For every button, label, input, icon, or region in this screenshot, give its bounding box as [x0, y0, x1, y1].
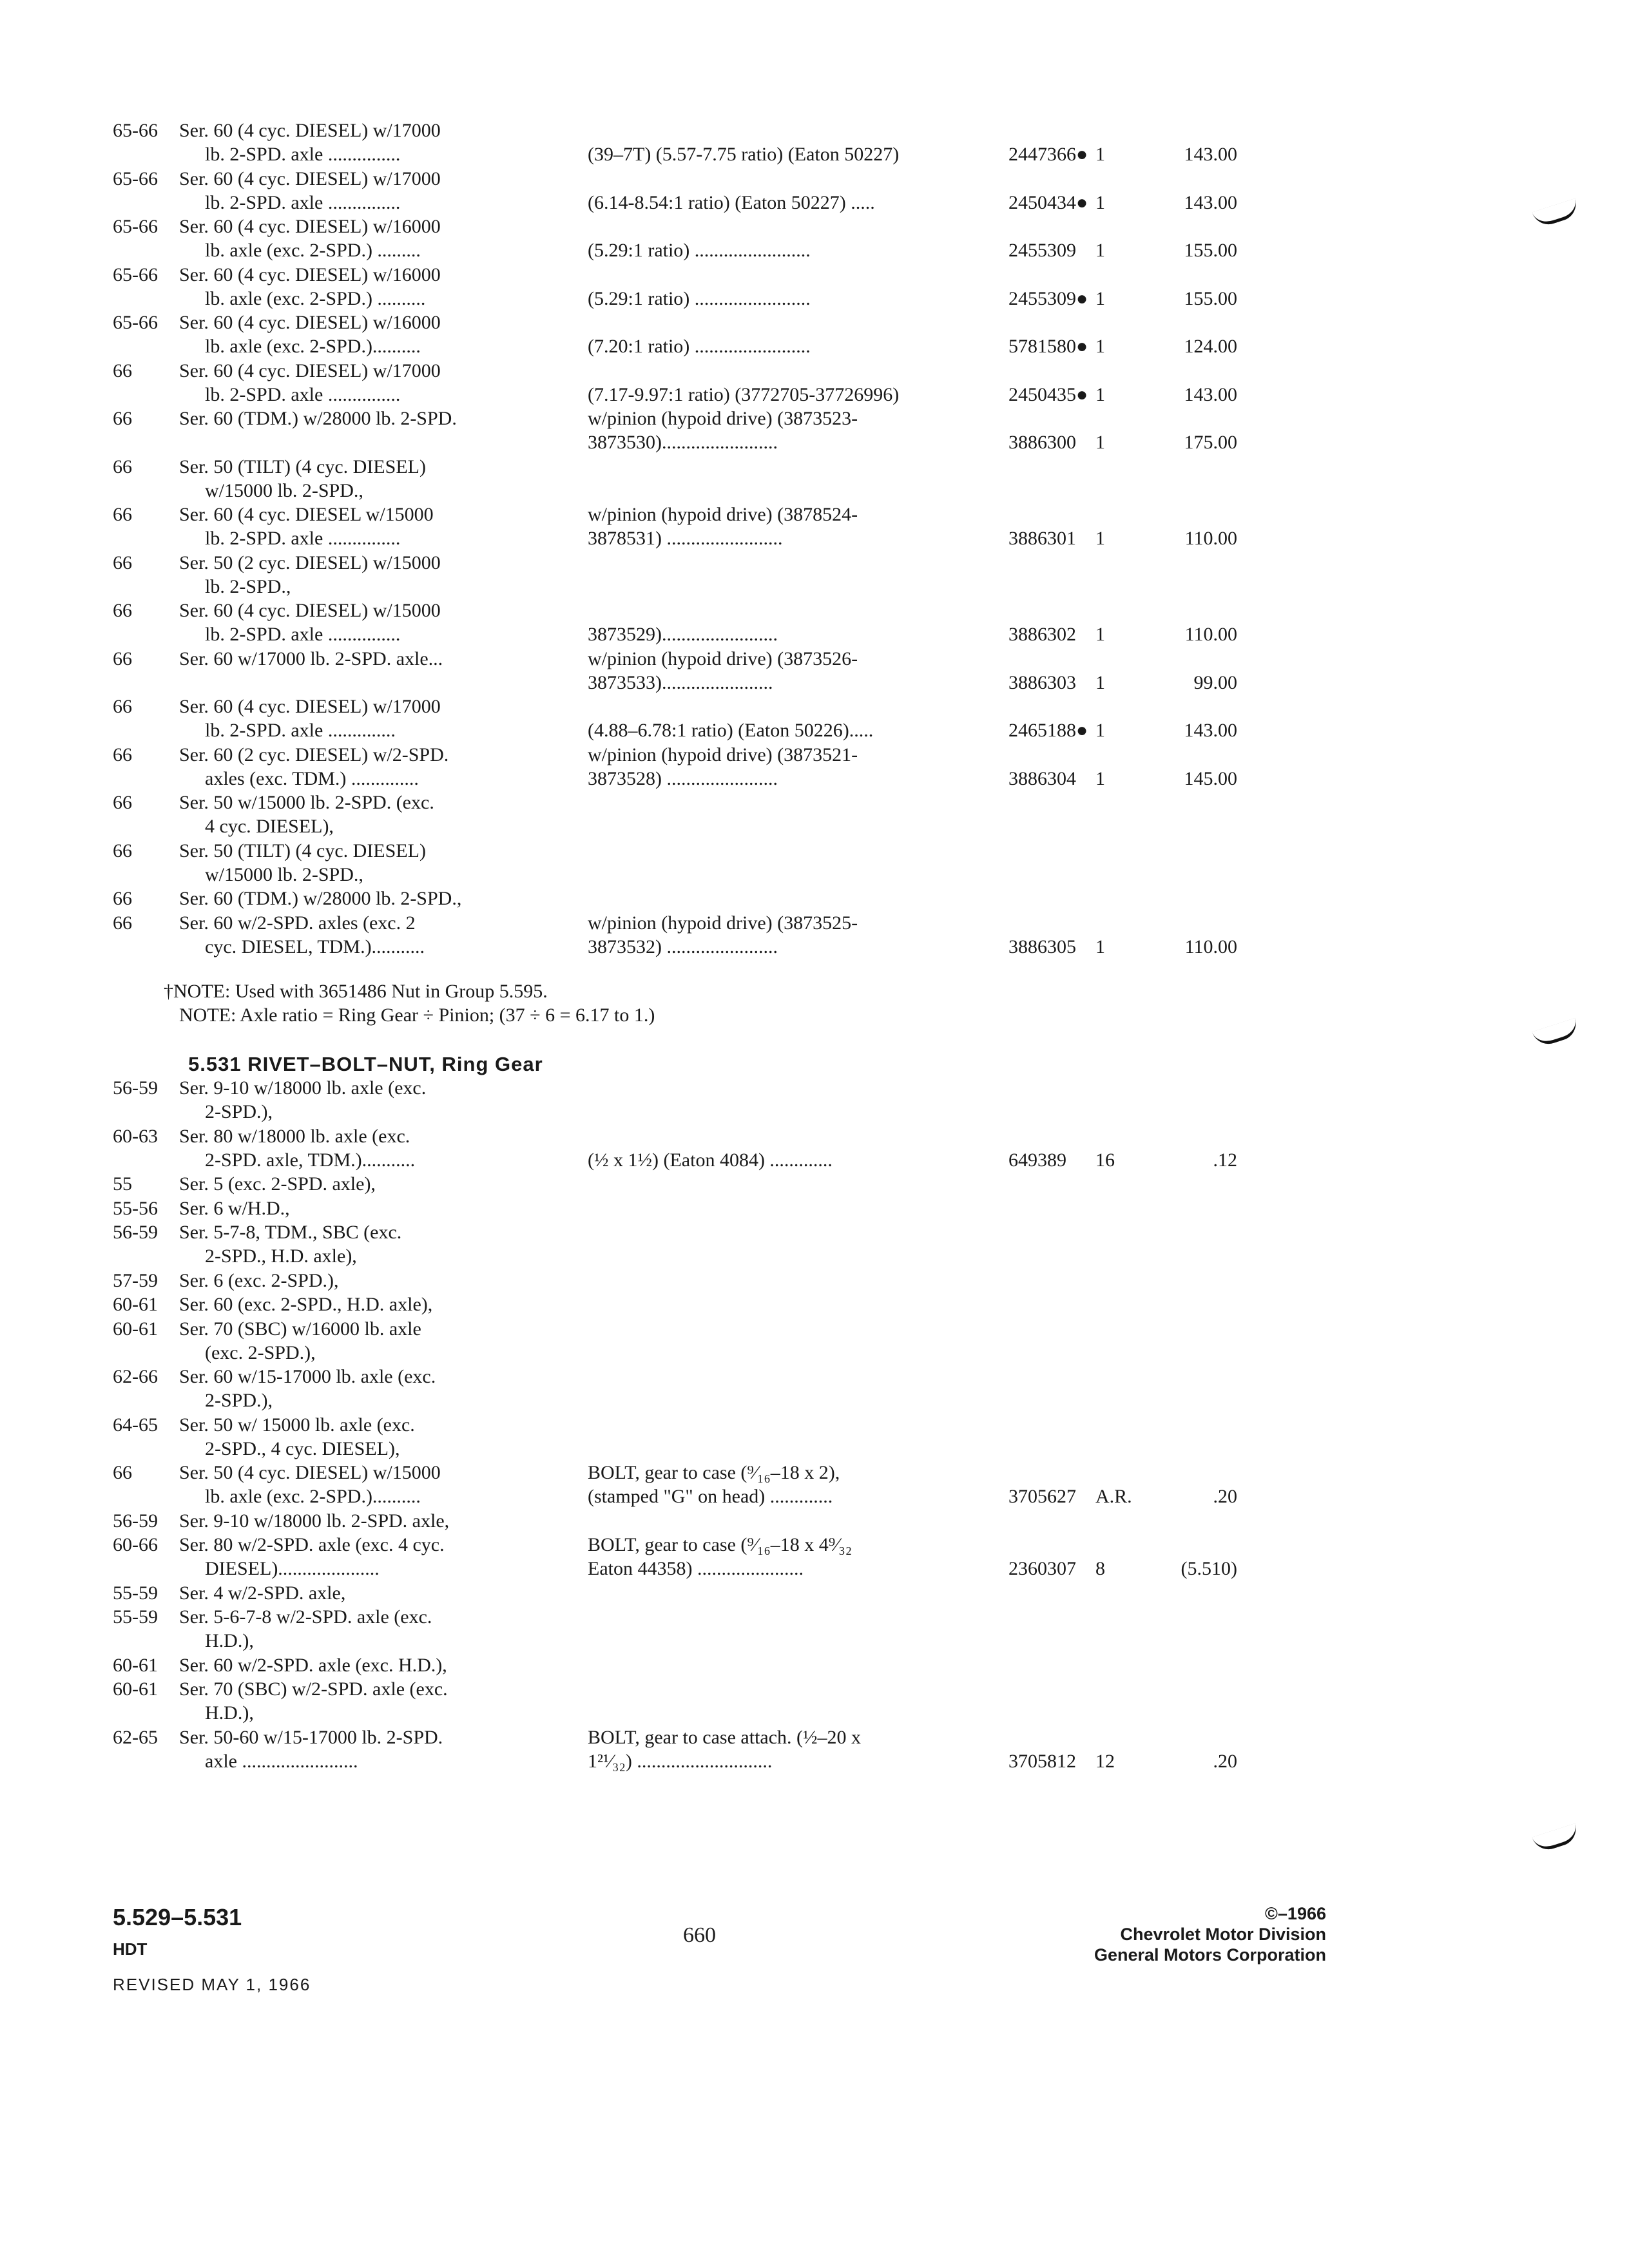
part-number: 3886303 [1008, 671, 1076, 693]
model-years: 65-66 [113, 264, 158, 285]
parts-entry [0, 312, 1629, 360]
model-years: 56-59 [113, 1510, 158, 1532]
list-price: 110.00 [1184, 936, 1237, 957]
model-years: 66 [113, 360, 132, 381]
application-text: Ser. 50 w/15000 lb. 2-SPD. (exc. [179, 792, 434, 813]
application-text: H.D.), [205, 1630, 254, 1651]
part-description: w/pinion (hypoid drive) (3873523- [588, 408, 858, 429]
parts-entry [0, 120, 1629, 168]
entry-line [0, 1606, 1629, 1630]
parts-entry [0, 1077, 1629, 1125]
entry-line [0, 1655, 1629, 1678]
application-text: Ser. 5 (exc. 2-SPD. axle), [179, 1173, 376, 1195]
model-years: 66 [113, 696, 132, 717]
part-description: Eaton 44358) ...................... [588, 1558, 804, 1579]
entry-line [0, 936, 1629, 960]
part-description: (6.14-8.54:1 ratio) (Eaton 50227) ..... [588, 191, 875, 213]
hole-punch-mark [1532, 1823, 1581, 1854]
parts-entry [0, 1606, 1629, 1654]
application-text: Ser. 60 (4 cyc. DIESEL) w/17000 [179, 168, 441, 189]
entry-line [0, 1126, 1629, 1149]
parts-entry [0, 1173, 1629, 1197]
model-years: 60-61 [113, 1654, 158, 1676]
entry-line [0, 144, 1629, 168]
part-number: 2450435● [1008, 383, 1088, 405]
entry-line [0, 792, 1629, 816]
entry-line [0, 576, 1629, 600]
entry-line [0, 1294, 1629, 1318]
list-price: 145.00 [1184, 767, 1237, 789]
part-description: (39–7T) (5.57-7.75 ratio) (Eaton 50227) [588, 144, 900, 165]
application-text: Ser. 6 w/H.D., [179, 1197, 290, 1219]
parts-entry [0, 1655, 1629, 1678]
part-number: 5781580● [1008, 336, 1088, 357]
parts-entry [0, 1366, 1629, 1414]
application-text: Ser. 60 (4 cyc. DIESEL) w/17000 [179, 120, 441, 141]
application-text: Ser. 60 (4 cyc. DIESEL) w/17000 [179, 360, 441, 381]
application-text: w/15000 lb. 2-SPD., [205, 863, 363, 885]
parts-entry [0, 1462, 1629, 1510]
entry-line [0, 1727, 1629, 1751]
model-years: 56-59 [113, 1077, 158, 1099]
parts-entry [0, 696, 1629, 744]
entry-line [0, 1342, 1629, 1366]
entry-line [0, 1222, 1629, 1245]
list-price: 143.00 [1184, 720, 1237, 741]
entry-line [0, 840, 1629, 864]
application-text: Ser. 6 (exc. 2-SPD.), [179, 1269, 339, 1291]
parts-entry [0, 1270, 1629, 1294]
part-description: (7.17-9.97:1 ratio) (3772705-37726996) [588, 383, 900, 405]
entry-line [0, 1149, 1629, 1173]
application-text: Ser. 60 (4 cyc. DIESEL) w/16000 [179, 312, 441, 333]
model-years: 66 [113, 840, 132, 861]
quantity: 1 [1095, 240, 1105, 261]
entry-line [0, 456, 1629, 480]
parts-entry [0, 888, 1629, 912]
application-text: DIESEL)..................... [205, 1558, 380, 1579]
application-text: axles (exc. TDM.) .............. [205, 767, 419, 789]
application-text: lb. axle (exc. 2-SPD.) .......... [205, 287, 426, 309]
quantity: 1 [1095, 336, 1105, 357]
model-years: 66 [113, 648, 132, 669]
application-text: Ser. 80 w/18000 lb. axle (exc. [179, 1125, 410, 1147]
model-years: 57-59 [113, 1269, 158, 1291]
list-price: 124.00 [1184, 336, 1237, 357]
parts-entry [0, 1678, 1629, 1726]
entry-line [0, 1414, 1629, 1438]
model-years: 62-66 [113, 1366, 158, 1387]
entry-line [0, 528, 1629, 552]
part-description: BOLT, gear to case attach. (½–20 x [588, 1726, 862, 1748]
entry-line [0, 480, 1629, 504]
entry-line [0, 888, 1629, 912]
entry-line [0, 1678, 1629, 1702]
application-text: lb. axle (exc. 2-SPD.).......... [205, 336, 421, 357]
model-years: 60-61 [113, 1294, 158, 1315]
application-text: H.D.), [205, 1702, 254, 1724]
parts-entry [0, 1126, 1629, 1173]
footer-division: Chevrolet Motor Division [1120, 1925, 1326, 1944]
application-text: Ser. 9-10 w/18000 lb. axle (exc. [179, 1077, 427, 1099]
entry-line [0, 1702, 1629, 1726]
list-price: 155.00 [1184, 287, 1237, 309]
entry-line [0, 624, 1629, 648]
list-price: .12 [1213, 1149, 1237, 1171]
application-text: Ser. 50 (TILT) (4 cyc. DIESEL) [179, 456, 426, 477]
model-years: 66 [113, 408, 132, 429]
model-years: 66 [113, 504, 132, 525]
entry-line [0, 240, 1629, 264]
part-number: 2447366● [1008, 144, 1088, 165]
entry-line [0, 120, 1629, 144]
part-description: (7.20:1 ratio) ........................ [588, 336, 811, 357]
entry-line [0, 1077, 1629, 1101]
application-text: 2-SPD. axle, TDM.)........... [205, 1149, 416, 1171]
application-text: Ser. 60 w/2-SPD. axle (exc. H.D.), [179, 1654, 447, 1676]
model-years: 66 [113, 888, 132, 909]
application-text: Ser. 60 (4 cyc. DIESEL) w/17000 [179, 696, 441, 717]
application-text: Ser. 60 (exc. 2-SPD., H.D. axle), [179, 1294, 433, 1315]
part-description: 3873533)....................... [588, 671, 773, 693]
application-text: 2-SPD., H.D. axle), [205, 1245, 357, 1267]
application-text: lb. axle (exc. 2-SPD.) ......... [205, 240, 421, 261]
part-description: w/pinion (hypoid drive) (3873526- [588, 648, 858, 669]
part-description: 3873529)........................ [588, 624, 778, 645]
list-price: .20 [1213, 1750, 1237, 1772]
parts-entry [0, 1510, 1629, 1534]
model-years: 66 [113, 744, 132, 765]
quantity: 1 [1095, 432, 1105, 453]
entry-line [0, 1486, 1629, 1510]
entry-line [0, 816, 1629, 840]
application-text: Ser. 50-60 w/15-17000 lb. 2-SPD. [179, 1726, 443, 1748]
part-number: 3886304 [1008, 767, 1076, 789]
parts-entry [0, 1414, 1629, 1462]
entry-line [0, 912, 1629, 936]
parts-entry [0, 792, 1629, 840]
entry-line [0, 768, 1629, 792]
entry-line [0, 1245, 1629, 1269]
application-text: Ser. 50 (TILT) (4 cyc. DIESEL) [179, 840, 426, 861]
model-years: 60-61 [113, 1318, 158, 1340]
list-price: 155.00 [1184, 240, 1237, 261]
entry-line [0, 1558, 1629, 1582]
application-text: Ser. 60 (4 cyc. DIESEL) w/15000 [179, 600, 441, 621]
quantity: A.R. [1095, 1486, 1132, 1507]
parts-entry [0, 552, 1629, 600]
application-text: Ser. 50 (4 cyc. DIESEL) w/15000 [179, 1462, 441, 1483]
part-description: (4.88–6.78:1 ratio) (Eaton 50226)..... [588, 720, 874, 741]
section-title-5-531: 5.531 RIVET–BOLT–NUT, Ring Gear [188, 1053, 543, 1075]
parts-entry [0, 1582, 1629, 1606]
model-years: 55-56 [113, 1197, 158, 1219]
quantity: 16 [1095, 1149, 1115, 1171]
application-text: Ser. 60 (2 cyc. DIESEL) w/2-SPD. [179, 744, 449, 765]
part-number: 2450434● [1008, 191, 1088, 213]
entry-line [0, 600, 1629, 624]
entry-line [0, 744, 1629, 768]
application-text: lb. 2-SPD. axle .............. [205, 720, 396, 741]
application-text: Ser. 5-7-8, TDM., SBC (exc. [179, 1222, 402, 1243]
entry-line [0, 408, 1629, 432]
entry-line [0, 384, 1629, 408]
footer-corporation: General Motors Corporation [1094, 1945, 1326, 1965]
part-description: w/pinion (hypoid drive) (3873521- [588, 744, 858, 765]
part-number: 3705627 [1008, 1486, 1076, 1507]
part-description: (½ x 1½) (Eaton 4084) ............. [588, 1149, 833, 1171]
model-years: 60-61 [113, 1678, 158, 1700]
list-price: .20 [1213, 1486, 1237, 1507]
model-years: 65-66 [113, 216, 158, 237]
parts-entry [0, 1198, 1629, 1222]
model-years: 55-59 [113, 1582, 158, 1604]
part-number: 649389 [1008, 1149, 1066, 1171]
entry-line [0, 288, 1629, 312]
application-text: Ser. 60 w/17000 lb. 2-SPD. axle... [179, 648, 443, 669]
quantity: 1 [1095, 144, 1105, 165]
part-description: (5.29:1 ratio) ........................ [588, 287, 811, 309]
part-description: w/pinion (hypoid drive) (3873525- [588, 912, 858, 934]
parts-entry [0, 408, 1629, 456]
application-text: Ser. 70 (SBC) w/16000 lb. axle [179, 1318, 421, 1340]
application-text: axle ........................ [205, 1750, 358, 1772]
parts-entry [0, 1222, 1629, 1269]
entry-line [0, 1630, 1629, 1654]
model-years: 66 [113, 912, 132, 934]
entry-line [0, 264, 1629, 288]
application-text: (exc. 2-SPD.), [205, 1341, 316, 1363]
parts-entry [0, 504, 1629, 552]
model-years: 66 [113, 456, 132, 477]
parts-entry [0, 840, 1629, 888]
part-number: 2455309● [1008, 287, 1088, 309]
model-years: 64-65 [113, 1414, 158, 1436]
application-text: lb. 2-SPD. axle ............... [205, 144, 401, 165]
model-years: 66 [113, 792, 132, 813]
entry-line [0, 1510, 1629, 1534]
model-years: 65-66 [113, 120, 158, 141]
application-text: Ser. 60 w/15-17000 lb. axle (exc. [179, 1366, 436, 1387]
entry-line [0, 672, 1629, 696]
parts-entry [0, 1534, 1629, 1582]
application-text: cyc. DIESEL, TDM.)........... [205, 936, 425, 957]
application-text: w/15000 lb. 2-SPD., [205, 479, 363, 501]
model-years: 62-65 [113, 1726, 158, 1748]
application-text: Ser. 9-10 w/18000 lb. 2-SPD. axle, [179, 1510, 450, 1532]
part-number: 2455309 [1008, 240, 1076, 261]
list-price: 175.00 [1184, 432, 1237, 453]
list-price: (5.510) [1181, 1558, 1237, 1579]
list-price: 110.00 [1184, 624, 1237, 645]
model-years: 66 [113, 600, 132, 621]
application-text: 2-SPD., 4 cyc. DIESEL), [205, 1437, 400, 1459]
list-price: 143.00 [1184, 191, 1237, 213]
application-text: Ser. 60 w/2-SPD. axles (exc. 2 [179, 912, 416, 934]
quantity: 1 [1095, 936, 1105, 957]
page-number: 660 [683, 1923, 716, 1947]
part-description: w/pinion (hypoid drive) (3878524- [588, 504, 858, 525]
part-description: 1²¹⁄₃₂) ............................ [588, 1750, 773, 1772]
parts-entry [0, 1294, 1629, 1318]
parts-entry [0, 1318, 1629, 1366]
note-axle-ratio: NOTE: Axle ratio = Ring Gear ÷ Pinion; (37 ÷ 6 = 6.17 to 1.) [179, 1004, 655, 1026]
part-description: (5.29:1 ratio) ........................ [588, 240, 811, 261]
application-text: Ser. 4 w/2-SPD. axle, [179, 1582, 346, 1604]
part-number: 3886301 [1008, 528, 1076, 549]
quantity: 8 [1095, 1558, 1105, 1579]
application-text: Ser. 5-6-7-8 w/2-SPD. axle (exc. [179, 1606, 432, 1628]
application-text: lb. 2-SPD. axle ............... [205, 528, 401, 549]
note-nut: †NOTE: Used with 3651486 Nut in Group 5.595. [164, 981, 548, 1002]
entry-line [0, 1390, 1629, 1414]
part-description: BOLT, gear to case (⁹⁄₁₆–18 x 2), [588, 1462, 840, 1483]
application-text: 2-SPD.), [205, 1101, 273, 1122]
footer-copyright: ©–1966 [1265, 1904, 1326, 1923]
application-text: Ser. 50 (2 cyc. DIESEL) w/15000 [179, 552, 441, 573]
parts-entry [0, 168, 1629, 216]
model-years: 65-66 [113, 312, 158, 333]
model-years: 66 [113, 552, 132, 573]
entry-line [0, 1198, 1629, 1222]
application-text: Ser. 70 (SBC) w/2-SPD. axle (exc. [179, 1678, 448, 1700]
parts-entry [0, 600, 1629, 648]
entry-line [0, 1438, 1629, 1462]
entry-line [0, 336, 1629, 360]
list-price: 143.00 [1184, 383, 1237, 405]
application-text: Ser. 80 w/2-SPD. axle (exc. 4 cyc. [179, 1534, 445, 1555]
part-number: 3886300 [1008, 432, 1076, 453]
part-number: 3705812 [1008, 1750, 1076, 1772]
entry-line [0, 1173, 1629, 1197]
parts-entry [0, 264, 1629, 312]
quantity: 1 [1095, 720, 1105, 741]
model-years: 56-59 [113, 1222, 158, 1243]
entry-line [0, 1462, 1629, 1486]
application-text: Ser. 60 (4 cyc. DIESEL) w/16000 [179, 264, 441, 285]
parts-entry [0, 360, 1629, 408]
quantity: 1 [1095, 624, 1105, 645]
part-description: BOLT, gear to case (⁹⁄₁₆–18 x 4⁹⁄₃₂ [588, 1534, 853, 1555]
entry-line [0, 504, 1629, 528]
quantity: 1 [1095, 528, 1105, 549]
model-years: 65-66 [113, 168, 158, 189]
application-text: 2-SPD.), [205, 1390, 273, 1411]
parts-entry [0, 744, 1629, 792]
footer-group-range: 5.529–5.531 [113, 1904, 242, 1930]
entry-line [0, 312, 1629, 336]
entry-line [0, 648, 1629, 672]
model-years: 66 [113, 1462, 132, 1483]
parts-entry [0, 648, 1629, 696]
application-text: lb. 2-SPD. axle ............... [205, 383, 401, 405]
entry-line [0, 1751, 1629, 1774]
entry-line [0, 360, 1629, 384]
part-description: (stamped "G" on head) ............. [588, 1486, 833, 1507]
entry-line [0, 1582, 1629, 1606]
list-price: 99.00 [1193, 671, 1237, 693]
part-number: 3886305 [1008, 936, 1076, 957]
part-number: 3886302 [1008, 624, 1076, 645]
model-years: 60-66 [113, 1534, 158, 1555]
application-text: Ser. 60 (4 cyc. DIESEL) w/16000 [179, 216, 441, 237]
entry-line [0, 1318, 1629, 1342]
part-description: 3878531) ........................ [588, 528, 783, 549]
parts-entry [0, 1727, 1629, 1774]
entry-line [0, 192, 1629, 216]
entry-line [0, 720, 1629, 744]
quantity: 1 [1095, 383, 1105, 405]
entry-line [0, 1270, 1629, 1294]
entry-line [0, 432, 1629, 456]
application-text: lb. 2-SPD. axle ............... [205, 191, 401, 213]
entry-line [0, 696, 1629, 720]
entry-line [0, 552, 1629, 576]
part-number: 2360307 [1008, 1558, 1076, 1579]
footer-model: HDT [113, 1939, 148, 1959]
quantity: 12 [1095, 1750, 1115, 1772]
hole-punch-mark [1532, 1018, 1581, 1048]
entry-line [0, 1366, 1629, 1390]
quantity: 1 [1095, 671, 1105, 693]
list-price: 143.00 [1184, 144, 1237, 165]
application-text: Ser. 60 (TDM.) w/28000 lb. 2-SPD. [179, 408, 457, 429]
parts-entry [0, 912, 1629, 960]
part-description: 3873530)........................ [588, 432, 778, 453]
application-text: Ser. 60 (4 cyc. DIESEL w/15000 [179, 504, 434, 525]
entry-line [0, 1534, 1629, 1558]
application-text: 4 cyc. DIESEL), [205, 816, 334, 837]
application-text: lb. axle (exc. 2-SPD.).......... [205, 1486, 421, 1507]
quantity: 1 [1095, 767, 1105, 789]
entry-line [0, 1101, 1629, 1125]
part-description: 3873532) ....................... [588, 936, 778, 957]
part-description: 3873528) ....................... [588, 767, 778, 789]
quantity: 1 [1095, 287, 1105, 309]
parts-entry [0, 216, 1629, 264]
application-text: Ser. 60 (TDM.) w/28000 lb. 2-SPD., [179, 888, 462, 909]
application-text: lb. 2-SPD., [205, 575, 291, 597]
model-years: 55 [113, 1173, 132, 1195]
application-text: lb. 2-SPD. axle ............... [205, 624, 401, 645]
model-years: 60-63 [113, 1125, 158, 1147]
quantity: 1 [1095, 191, 1105, 213]
entry-line [0, 864, 1629, 888]
part-number: 2465188● [1008, 720, 1088, 741]
application-text: Ser. 50 w/ 15000 lb. axle (exc. [179, 1414, 415, 1436]
list-price: 110.00 [1184, 528, 1237, 549]
entry-line [0, 168, 1629, 192]
footer-revised-date: REVISED MAY 1, 1966 [113, 1975, 311, 1994]
parts-entry [0, 456, 1629, 504]
entry-line [0, 216, 1629, 240]
model-years: 55-59 [113, 1606, 158, 1628]
